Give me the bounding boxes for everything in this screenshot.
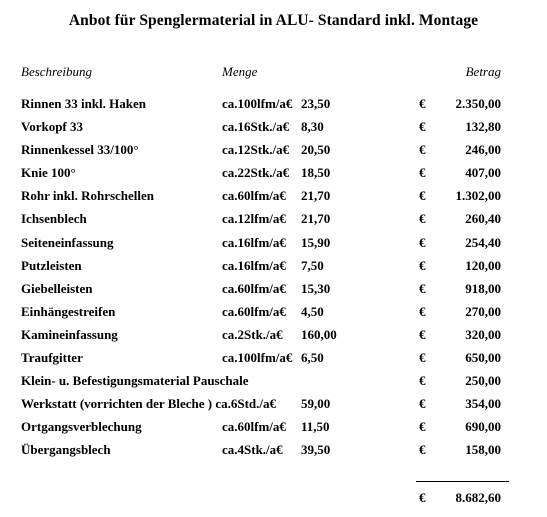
table-row	[0, 440, 547, 463]
header-quantity: Menge	[222, 64, 258, 79]
row-price: 7,50	[301, 257, 324, 273]
total-amount: 8.682,60	[455, 490, 501, 505]
row-price: 21,70	[301, 211, 331, 227]
table-row	[0, 163, 547, 186]
row-unit: ca.100lfm/a€	[222, 350, 293, 366]
row-unit: ca.16Stk./a€	[222, 119, 290, 135]
table-row	[0, 371, 547, 394]
row-currency: €	[419, 396, 426, 412]
row-currency: €	[419, 373, 426, 389]
row-unit: ca.60lfm/a€	[222, 280, 286, 296]
row-currency: €	[419, 96, 426, 111]
row-unit: ca.60lfm/a€	[222, 303, 286, 319]
row-price: 160,00	[301, 326, 337, 342]
row-price: 15,90	[301, 234, 331, 250]
row-currency: €	[419, 142, 426, 158]
row-amount: 120,00	[465, 257, 501, 273]
row-currency: €	[419, 234, 426, 250]
row-amount: 690,00	[465, 419, 501, 435]
header-amount: Betrag	[465, 64, 501, 79]
row-currency: €	[419, 350, 426, 366]
row-price: 6,50	[301, 350, 324, 366]
row-currency: €	[419, 211, 426, 227]
row-description: Traufgitter	[21, 350, 83, 366]
row-unit: ca.60lfm/a€	[222, 188, 286, 204]
total-currency: €	[419, 490, 426, 505]
table-row	[0, 94, 547, 117]
row-price: 59,00	[301, 396, 331, 412]
row-amount: 918,00	[465, 280, 501, 296]
row-currency: €	[419, 303, 426, 319]
page-title: Anbot für Spenglermaterial in ALU- Standard inkl. Montage	[68, 12, 479, 29]
table-row	[0, 394, 547, 417]
row-description: Rinnenkessel 33/100°	[21, 142, 139, 158]
table-row	[0, 302, 547, 325]
row-unit: ca.4Stk./a€	[222, 442, 283, 458]
row-description: Putzleisten	[21, 257, 82, 273]
table-row	[0, 348, 547, 371]
table-row	[0, 209, 547, 232]
row-description: Rohr inkl. Rohrschellen	[21, 188, 155, 204]
row-amount: 407,00	[465, 165, 501, 181]
row-unit: ca.12Stk./a€	[222, 142, 290, 158]
row-price: 21,70	[301, 188, 331, 204]
row-price: 18,50	[301, 165, 331, 181]
table-row	[0, 233, 547, 256]
row-unit: ca.2Stk./a€	[222, 326, 283, 342]
row-amount: 254,40	[465, 234, 501, 250]
row-unit: ca.16lfm/a€	[222, 234, 286, 250]
row-currency: €	[419, 119, 426, 135]
row-description: Kamineinfassung	[21, 326, 118, 342]
table-row	[0, 117, 547, 140]
row-amount: 158,00	[465, 442, 501, 458]
row-price: 11,50	[301, 419, 330, 435]
row-description: Vorkopf 33	[21, 119, 84, 135]
row-currency: €	[419, 442, 426, 458]
row-amount: 354,00	[465, 396, 501, 412]
item-table	[0, 94, 547, 464]
row-price: 4,50	[301, 303, 324, 319]
row-amount: 1.302,00	[455, 188, 501, 204]
row-price: 23,50	[301, 96, 331, 111]
table-row	[0, 256, 547, 279]
row-description: Seiteneinfassung	[21, 234, 114, 250]
row-price: 15,30	[301, 280, 331, 296]
row-currency: €	[419, 419, 426, 435]
table-row	[0, 279, 547, 302]
row-amount: 246,00	[465, 142, 501, 158]
row-unit: ca.60lfm/a€	[222, 419, 286, 435]
table-row	[0, 186, 547, 209]
row-description: Werkstatt (vorrichten der Bleche ) ca.6Std./a€	[21, 396, 277, 412]
row-amount: 320,00	[465, 326, 501, 342]
row-description: Ichsenblech	[21, 211, 87, 227]
row-description: Klein- u. Befestigungsmaterial Pauschale	[21, 373, 249, 389]
row-description: Knie 100°	[21, 165, 76, 181]
row-amount: 250,00	[465, 373, 501, 389]
row-description: Ortgangsverblechung	[21, 419, 142, 435]
row-price: 39,50	[301, 442, 331, 458]
header-description: Beschreibung	[21, 64, 92, 79]
table-row	[0, 325, 547, 348]
row-amount: 132,80	[465, 119, 501, 135]
row-unit: ca.22Stk./a€	[222, 165, 290, 181]
row-description: Giebelleisten	[21, 280, 93, 296]
table-row	[0, 417, 547, 440]
row-currency: €	[419, 280, 426, 296]
row-unit: ca.100lfm/a€	[222, 96, 293, 111]
row-description: Übergangsblech	[21, 442, 111, 458]
row-currency: €	[419, 326, 426, 342]
row-price: 20,50	[301, 142, 331, 158]
sum-divider	[416, 481, 509, 482]
row-unit: ca.16lfm/a€	[222, 257, 286, 273]
row-currency: €	[419, 165, 426, 181]
table-row	[0, 140, 547, 163]
row-amount: 260,40	[465, 211, 501, 227]
row-amount: 270,00	[465, 303, 501, 319]
row-unit: ca.12lfm/a€	[222, 211, 286, 227]
row-currency: €	[419, 188, 426, 204]
row-description: Rinnen 33 inkl. Haken	[21, 96, 146, 111]
row-amount: 650,00	[465, 350, 501, 366]
row-price: 8,30	[301, 119, 324, 135]
row-amount: 2.350,00	[455, 96, 501, 111]
row-currency: €	[419, 257, 426, 273]
row-description: Einhängestreifen	[21, 303, 116, 319]
